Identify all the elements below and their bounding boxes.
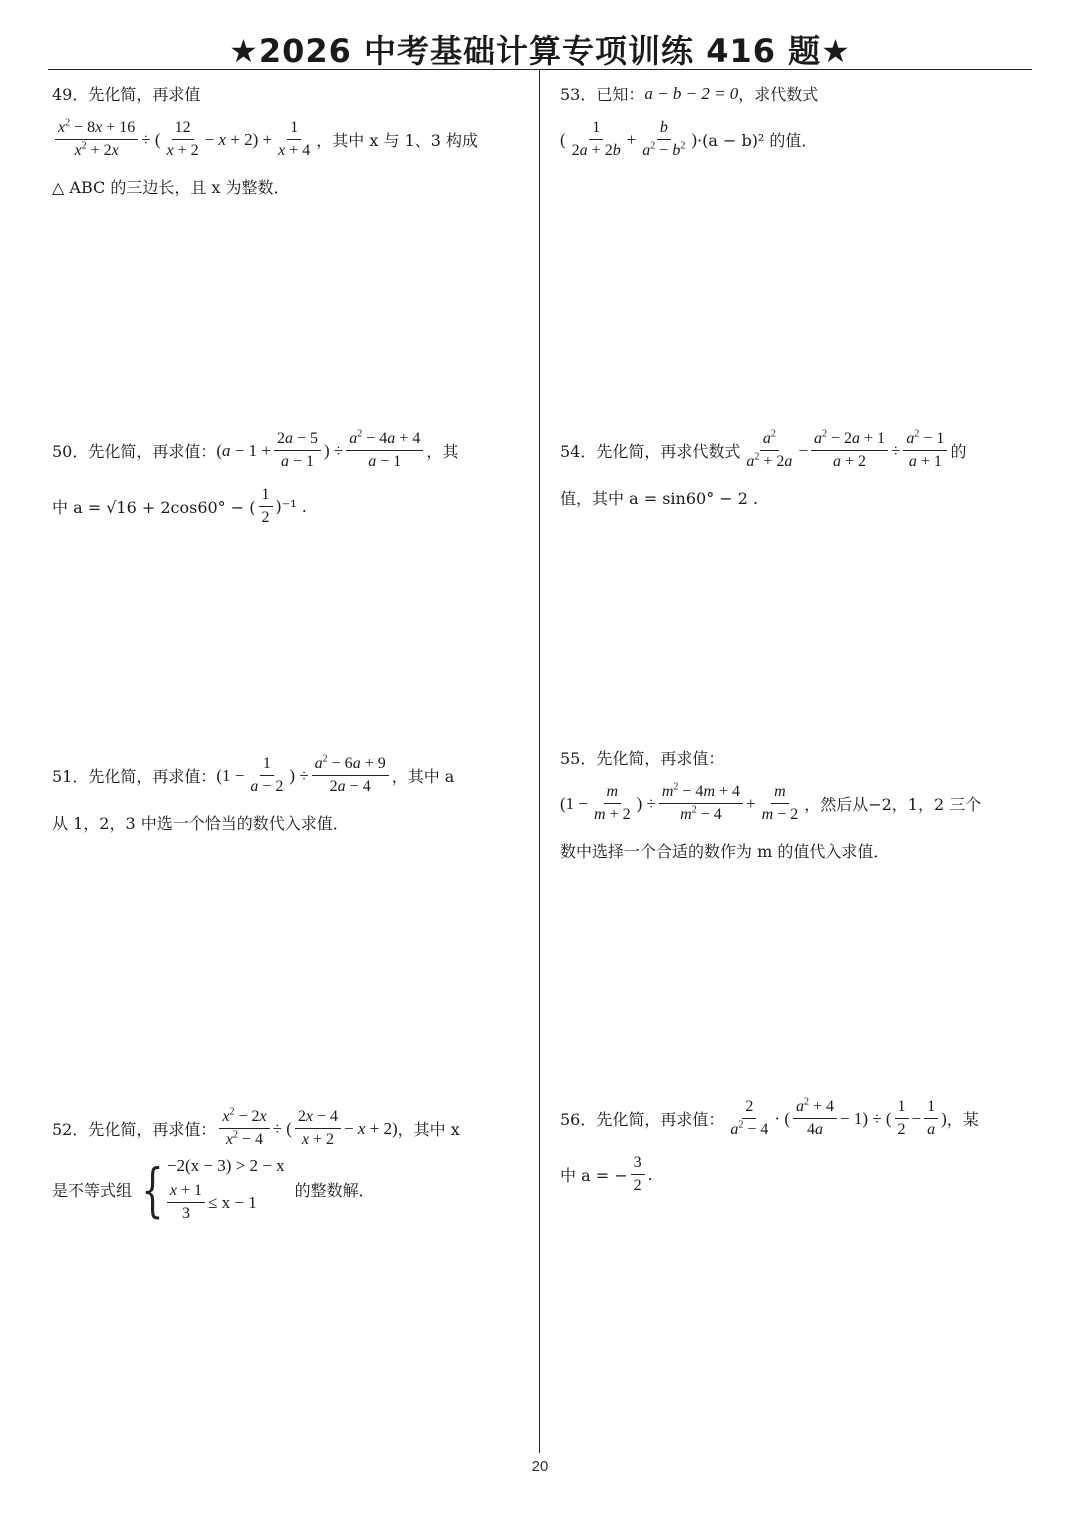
- problem-52-label: 52．先化简，再求值：: [52, 1120, 217, 1140]
- fraction: $\frac{a^2 + 4}{4a}$: [793, 1098, 837, 1140]
- fraction: $\frac{1}{x + 4}$: [278, 119, 311, 160]
- fraction: $\frac{b}{a^2 - b^2}$: [642, 119, 686, 160]
- problem-49-condition: ，其中 x 与 1、3 构成: [316, 131, 479, 151]
- brace-icon: {: [141, 1155, 164, 1224]
- problem-51-expression: 51．先化简，再求值： (1 − $\frac{1}{a - 2}$ ) ÷ $\frac{a^2 - 6a + 9}{2a - 4}$ ，其中 a: [52, 753, 455, 796]
- header-rule: [48, 69, 1032, 70]
- fraction: $\frac{a^2 - 1}{a + 1}$: [903, 430, 947, 472]
- problem-51: [52, 755, 520, 834]
- problem-56: [560, 1098, 1030, 1196]
- fraction: $\frac{m}{m + 2}$: [594, 783, 631, 824]
- fraction: $\frac{1}{2a + 2b}$: [571, 119, 621, 160]
- fraction: $\frac{1}{a}$: [924, 1098, 938, 1140]
- fraction: $\frac{2}{a^2 - 4}$: [730, 1098, 769, 1139]
- page-number: 20: [531, 1458, 549, 1475]
- problem-53-expression: ( $\frac{1}{2a + 2b}$ + $\frac{b}{a^2 - b^2}$ ) ·(a − b)² 的值．: [560, 119, 818, 160]
- problem-50-label: 50．先化简，再求值：: [52, 442, 217, 462]
- problem-53-given: a − b − 2 = 0: [644, 83, 739, 103]
- fraction: $\frac{m^2 - 4m + 4}{m^2 - 4}$: [659, 783, 743, 825]
- fraction: $\frac{a^2}{a^2 + 2a}$: [746, 428, 793, 471]
- problem-49-expression: $\frac{x^2 - 8x + 16}{x^2 + 2x}$ ÷ ( $\frac{12}{x + 2}$ − x + 2) + $\frac{1}{x + 4}$ ，其中 x 与 1、3 构成: [52, 119, 520, 161]
- problem-56-label: 56．先化简，再求值：: [560, 1110, 725, 1130]
- fraction: $\frac{a^2 - 2a + 1}{a + 2}$: [811, 430, 888, 472]
- fraction: $\frac{m}{m - 2}$: [761, 783, 799, 824]
- problem-49-condition-2: △ ABC 的三边长，且 x 为整数．: [52, 177, 290, 197]
- problem-52-expression: 52．先化简，再求值： $\frac{x^2 - 2x}{x^2 - 4}$ ÷ ( $\frac{2x - 4}{x + 2}$ − x + 2) ，其中 x: [52, 1106, 460, 1149]
- problem-51-label: 51．先化简，再求值：: [52, 767, 217, 787]
- problem-52-condition: 是不等式组 { −2(x − 3) > 2 − x $\frac{x + 1}{3}$ ≤ x − 1 的整数解．: [52, 1155, 375, 1224]
- problem-54: [560, 430, 1030, 509]
- problem-50-expression: 50．先化简，再求值： (a − 1 + $\frac{2a - 5}{a - 1}$ ) ÷ $\frac{a^2 - 4a + 4}{a - 1}$ ，其: [52, 428, 459, 471]
- fraction: $\frac{2a - 5}{a - 1}$: [274, 430, 321, 472]
- fraction: $\frac{1}{2}$: [259, 486, 273, 528]
- problem-55-label: 55．先化简，再求值：: [560, 749, 725, 768]
- problem-54-expression: 54．先化简，再求代数式 $\frac{a^2}{a^2 + 2a}$ − $\frac{a^2 - 2a + 1}{a + 2}$ ÷ $\frac{a^2 - 1}{a + 1}$ 的: [560, 428, 967, 471]
- problem-54-label: 54．先化简，再求代数式: [560, 442, 741, 462]
- inequality-system: { −2(x − 3) > 2 − x $\frac{x + 1}{3}$ ≤ x − 1: [141, 1155, 285, 1224]
- problem-56-condition: 中 a = − $\frac{3}{2}$ .: [560, 1153, 653, 1195]
- problem-55-condition: 数中选择一个合适的数作为 m 的值代入求值．: [560, 841, 890, 861]
- page-title: ★2026 中考基础计算专项训练 416 题★: [229, 32, 851, 70]
- problem-52: [52, 1108, 520, 1224]
- problem-49: [52, 82, 520, 198]
- problem-54-condition: 值，其中 a = sin60° − 2 .: [560, 488, 759, 508]
- fraction: $\frac{a^2 - 6a + 9}{2a - 4}$: [312, 755, 389, 797]
- fraction: $\frac{2x - 4}{x + 2}$: [295, 1108, 341, 1150]
- fraction: $\frac{x^2 - 8x + 16}{x^2 + 2x}$: [55, 119, 138, 161]
- problem-55-expression: (1 − $\frac{m}{m + 2}$ ) ÷ $\frac{m^2 - 4m + 4}{m^2 - 4}$ + $\frac{m}{m - 2}$ ，然后从−2，1，2 三个: [560, 781, 982, 824]
- problem-53: 53．已知： a − b − 2 = 0 ，求代数式 ( $\frac{1}{2a + 2b}$ + $\frac{b}{a^2 - b^2}$ ) ·(a − b)² 的值．: [560, 82, 1030, 161]
- problem-49-label: 49．先化简，再求值: [52, 85, 201, 104]
- fraction: $\frac{1}{a - 2}$: [250, 755, 284, 796]
- problem-53-label: 53．已知：: [560, 85, 645, 104]
- problem-55: [560, 746, 1030, 862]
- fraction: $\frac{a^2 - 4a + 4}{a - 1}$: [346, 430, 423, 472]
- column-divider: [539, 70, 540, 1453]
- problem-50-condition: 中 a = √16 + 2cos60° − ( $\frac{1}{2}$ )⁻¹ .: [52, 485, 307, 527]
- fraction: $\frac{x + 1}{3}$: [167, 1182, 205, 1224]
- problem-50: [52, 430, 520, 528]
- fraction: $\frac{3}{2}$: [631, 1154, 645, 1196]
- fraction: $\frac{1}{2}$: [895, 1098, 909, 1140]
- problem-51-condition: 从 1，2，3 中选一个恰当的数代入求值．: [52, 813, 349, 833]
- fraction: $\frac{12}{x + 2}$: [166, 119, 199, 160]
- fraction: $\frac{x^2 - 2x}{x^2 - 4}$: [219, 1108, 269, 1150]
- problem-56-expression: 56．先化简，再求值： $\frac{2}{a^2 - 4}$ · ( $\frac{a^2 + 4}{4a}$ − 1) ÷ ( $\frac{1}{2}$ − $\frac{1}{a}$ ) ，某: [560, 1096, 979, 1139]
